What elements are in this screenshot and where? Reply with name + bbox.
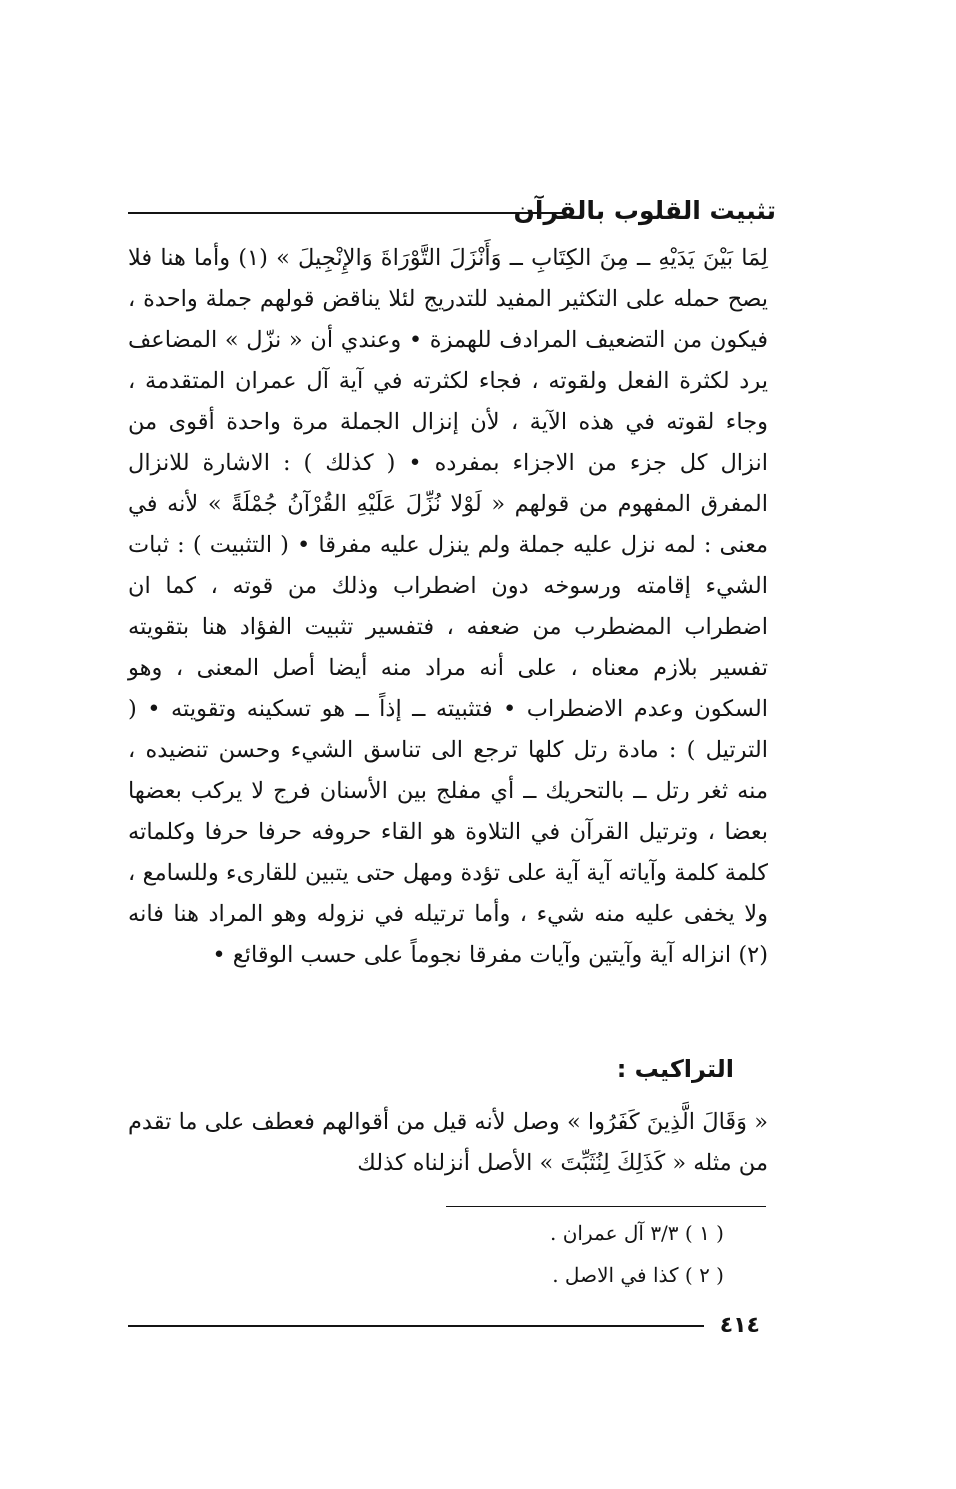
footnote-text: ٣/٣ آل عمران . <box>550 1221 679 1245</box>
running-title: تثبيت القلوب بالقرآن <box>513 196 776 225</box>
header-rule <box>128 212 566 214</box>
footnote-number: ( ١ ) <box>684 1221 724 1245</box>
body-paragraph: لِمَا بَيْنَ يَدَيْهِ ــ مِنَ الكِتَابِ ــ وَأَنْزَلَ التَّوْرَاةَ وَالإِنْجِيلَ » (١) وأما هنا فلا يصح حمله على التكثير المفيد للتدريج لئلا يناقض قولهم جملة واحدة ، فيكون من التضعيف المرادف للهمزة • وعندي أن « نزّل » المضاعف يرد لكثرة الفعل ولقوته ، فجاء لكثرته في آية آل عمران المتقدمة ، وجاء لقوته في هذه الآية ، لأن إنزال الجملة مرة واحدة أقوى من انزال كل جزء من الاجزاء بمفرده • ( كذلك ) : الاشارة للانزال المفرق المفهوم من قولهم « لَوْلا نُزِّلَ عَلَيْهِ القُرْآنُ جُمْلَةً » لأنه في معنى : لمه نزل عليه جملة ولم ينزل عليه مفرقا • ( التثبيت ) : ثبات الشيء إقامته ورسوخه دون اضطراب وذلك من قوته ، كما ان اضطراب المضطرب من ضعفه ، فتفسير تثبيت الفؤاد هنا بتقويته تفسير بلازم معناه ، على أنه مراد منه أيضا أصل المعنى ، وهو السكون وعدم الاضطراب • فتثبيته ــ إذاً ــ هو تسكينه وتقويته • ( الترتيل ) : مادة رتل كلها ترجع الى تناسق الشيء وحسن تنضيده ، منه ثغر رتل ــ بالتحريك ــ أي مفلج بين الأسنان فرج لا يركب بعضها بعضا ، وترتيل القرآن في التلاوة هو القاء حروفه حرفا حرفا وكلماته كلمة كلمة وآياته آية آية على تؤدة ومهل حتى يتبين للقارىء وللسامع ، ولا يخفى عليه منه شيء ، وأما ترتيله في نزوله وهو المراد هنا فانه (٢) انزاله آية وآيتين وآيات مفرقا نجوماً على حسب الوقائع • <box>128 245 768 968</box>
footnote-rule <box>446 1206 766 1207</box>
footnote-text: كذا في الاصل . <box>552 1263 679 1287</box>
section-paragraph: « وَقَالَ الَّذِينَ كَفَرُوا » وصل لأنه قيل من أقوالهم فعطف على ما تقدم من مثله « كَذَلِكَ لِنُثَبِّتَ » الأصل أنزلناه كذلك <box>128 1109 768 1176</box>
footnote-number: ( ٢ ) <box>684 1263 724 1287</box>
section-text <box>128 1102 768 1184</box>
section-heading: التراكيب : <box>616 1055 734 1083</box>
page-number: ٤١٤ <box>719 1313 760 1338</box>
footnotes <box>550 1212 724 1296</box>
footnote-1 <box>550 1212 724 1254</box>
footnote-2 <box>550 1254 724 1296</box>
footer-rule <box>128 1325 704 1327</box>
body-text <box>128 238 768 976</box>
